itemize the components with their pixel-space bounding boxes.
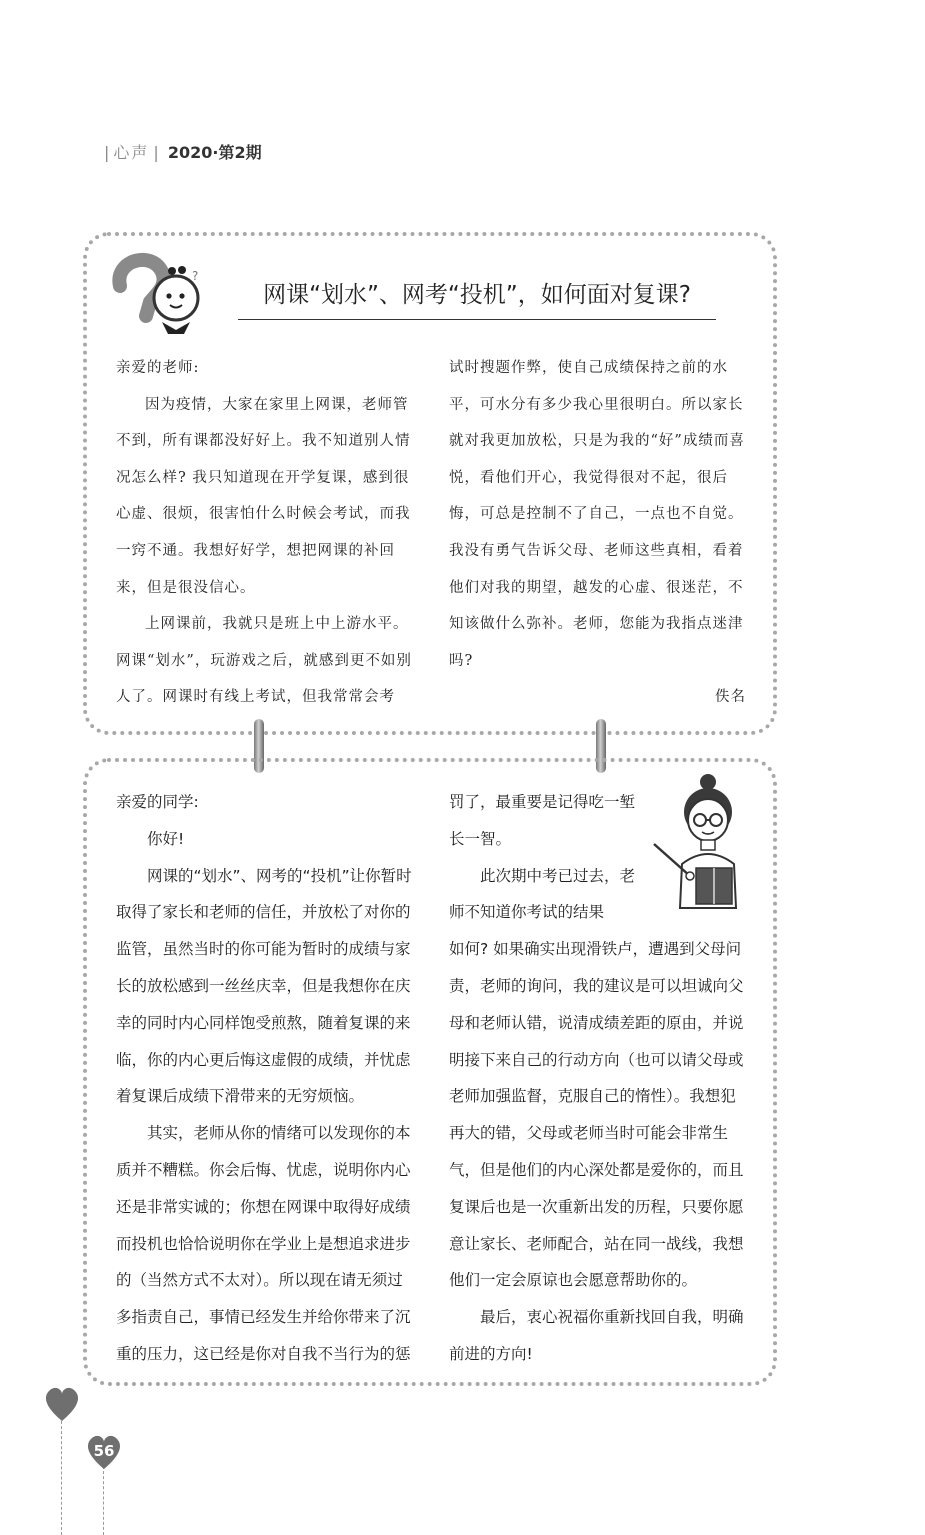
reply-salutation: 亲爱的同学: <box>116 793 199 811</box>
decorative-dashed-line <box>103 1466 104 1535</box>
issue-number: 2020·第2期 <box>167 143 262 162</box>
letter-column-left <box>116 350 416 716</box>
letter-signature: 佚名 <box>715 689 746 706</box>
issue-header: | 心声 | 2020·第2期 <box>104 143 262 162</box>
letter-paragraph: 试时搜题作弊，使自己成绩保持之前的水平，可水分有多少我心里很明白。所以家长就对我更加放松，只是为我的“好”成绩而喜悦，看他们开心，我觉得很对不起，很后悔，可总是控制不了自己，一点也不自觉。我没有勇气告诉父母、老师这些真相，看着他们对我的期望，越发的心虚、很迷茫，不知该做什么弥补。老师，您能为我指点迷津吗? <box>449 360 745 669</box>
reply-paragraph: 如何? 如果确实出现滑铁卢，遭遇到父母问责，老师的询问，我的建议是可以坦诚向父母和老师认错，说清成绩差距的原由，并说明接下来自己的行动方向（也可以请父母或老师加强监督，克服自己的惰性）。我想犯再大的错，父母或老师当时可能会非常生气，但是他们的内心深处都是爱你的，而且复课后也是一次重新出发的历程，只要你愿意让家长、老师配合，站在同一战线，我想他们一定会原谅也会愿意帮助你的。 <box>449 940 744 1290</box>
reply-paragraph: 此次期中考已过去，老师不知道你考试的结果 <box>449 866 636 922</box>
heart-icon <box>42 1384 82 1424</box>
letter-salutation: 亲爱的老师: <box>116 360 200 376</box>
letter-title: 网课“划水”、网考“投机”，如何面对复课? <box>238 276 716 320</box>
decorative-dashed-line <box>61 1416 62 1535</box>
page-number: 56 <box>93 1442 115 1460</box>
teacher-illustration-icon <box>650 772 745 922</box>
reply-paragraph: 其实，老师从你的情绪可以发现你的本质并不糟糕。你会后悔、忧虑，说明你内心还是非常实诚的；你想在网课中取得好成绩而投机也恰恰说明你在学业上是想追求进步的（当然方式不太对）。所以现在请无须过多指责自己，事情已经发生并给你带来了沉重的压力，这已经是你对自我不当行为的惩 <box>116 1124 411 1363</box>
reply-paragraph: 网课的“划水”、网考的“投机”让你暂时取得了家长和老师的信任，并放松了对你的监管，虽然当时的你可能为暂时的成绩与家长的放松感到一丝丝庆幸，但是我想你在庆幸的同时内心同样饱受煎熬，随着复课的来临，你的内心更后悔这虚假的成绩，并忧虑着复课后成绩下滑带来的无穷烦恼。 <box>116 866 412 1106</box>
reply-wrapped-text <box>449 784 635 931</box>
reply-paragraph: 罚了，最重要是记得吃一堑长一智。 <box>449 793 636 848</box>
letter-paragraph: 因为疫情，大家在家里上网课，老师管不到，所有课都没好好上。我不知道别人情况怎么样? 我只知道现在开学复课，感到很心虚、很烦，很害怕什么时候会考试，而我一窍不通。我想好好学，想把网课的补回来，但是很没信心。 <box>116 396 411 596</box>
reply-greeting: 你好! <box>147 829 185 848</box>
reply-column-left <box>116 784 414 1373</box>
letter-column-right <box>449 350 746 716</box>
svg-text:?: ? <box>192 269 199 283</box>
reply-closing: 最后，衷心祝福你重新找回自我，明确前进的方向! <box>449 1308 744 1363</box>
letter-paragraph: 上网课前，我就只是班上中上游水平。网课“划水”，玩游戏之后，就感到更不如别人了。网课时有线上考试，但我常常会考 <box>116 616 412 706</box>
question-mascot-icon <box>106 246 206 338</box>
section-name: 心声 <box>113 143 150 162</box>
